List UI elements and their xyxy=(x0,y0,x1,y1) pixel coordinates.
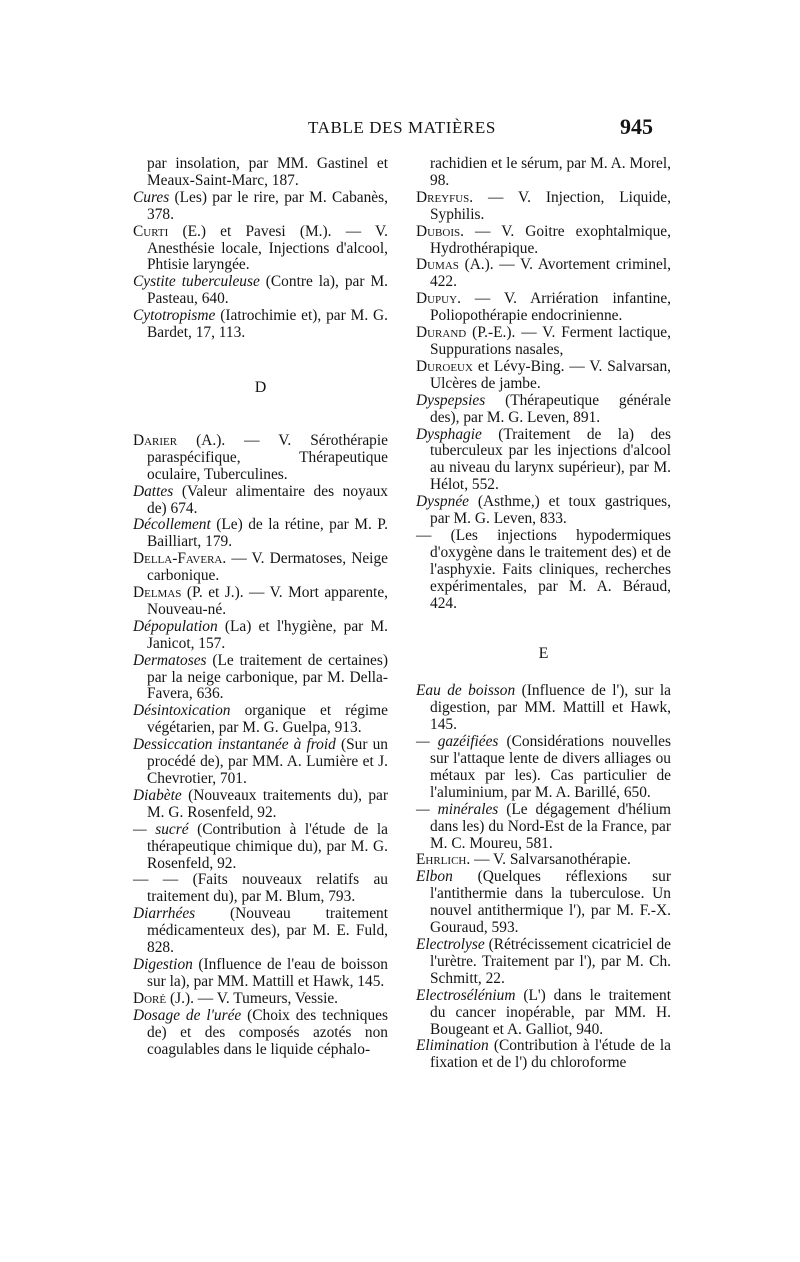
index-entry xyxy=(416,325,671,359)
entry-head: Ehrlich. xyxy=(416,851,471,869)
entry-text: (P. et J.). — V. Mort apparente, Nouveau-né. xyxy=(147,584,388,618)
entry-text: (Le traitement de certaines) par la neige carbonique, par M. Della-Favera, 636. xyxy=(147,651,388,703)
index-entry xyxy=(416,156,671,190)
index-entry xyxy=(416,224,671,258)
entry-text: (Contribution à l'étude de la thérapeutique chimique du), par M. G. Rosenfeld, 92. xyxy=(147,820,388,872)
index-entry xyxy=(133,737,388,788)
entry-text: organique et régime végétarien, par M. G. Guelpa, 913. xyxy=(147,702,388,737)
entry-head: — xyxy=(416,526,432,544)
index-entry xyxy=(416,359,671,393)
entry-text: (Contre la), par M. Pasteau, 640. xyxy=(147,273,388,308)
entry-text: (Les injections hypodermiques d'oxygène dans le traitement des) et de l'asphyxie. Faits cliniques, recherches expérimentales, par M. A. Béraud, 424. xyxy=(430,526,671,612)
entry-head: — sucré xyxy=(133,820,189,838)
index-entry xyxy=(133,653,388,704)
entry-text: (Traitement de la) des tuberculeux par les injections d'alcool au niveau du larynx supérieur), par M. Hélot, 552. xyxy=(430,425,671,494)
entry-text: (Le) de la rétine, par M. P. Bailliart, 179. xyxy=(147,516,388,551)
index-entry xyxy=(133,156,388,190)
section-letter-d: D xyxy=(254,378,267,396)
index-entry xyxy=(416,869,671,937)
entry-head: Dyspnée xyxy=(416,493,469,511)
index-entry xyxy=(416,802,671,853)
index-entry xyxy=(416,190,671,224)
index-entry xyxy=(416,734,671,802)
entry-head: Doré xyxy=(133,989,167,1007)
entry-text: (Le dégagement d'hélium dans les) du Nord-Est de la France, par M. C. Moureu, 581. xyxy=(430,800,671,852)
entry-head: Dubois. xyxy=(416,222,464,240)
entry-text: (Influence de l'eau de boisson sur la), par MM. Mattill et Hawk, 145. xyxy=(147,955,388,990)
index-entry xyxy=(133,274,388,308)
entry-text: (Influence de l'), sur la digestion, par MM. Mattill et Hawk, 145. xyxy=(430,682,671,734)
index-entry xyxy=(133,1008,388,1059)
entry-text: (Les) par le rire, par M. Cabanès, 378. xyxy=(147,188,388,223)
index-entry xyxy=(133,433,388,484)
left-column xyxy=(133,156,388,1058)
entry-text: (Quelques réflexions sur l'antithermie dans la tuberculose. Un nouvel antithermique l'), par M. F.-X. Gouraud, 593. xyxy=(430,868,671,937)
index-entry xyxy=(133,619,388,653)
entry-text: (Contribution à l'étude de la fixation et de l') du chloroforme xyxy=(430,1037,671,1072)
entry-text: par insolation, par MM. Gastinel et Meaux-Saint-Marc, 187. xyxy=(147,155,388,189)
entry-text: (J.). — V. Tumeurs, Vessie. xyxy=(169,989,339,1007)
entry-head: Durand xyxy=(416,324,467,342)
entry-head: Dessiccation instantanée à froid xyxy=(133,736,336,754)
index-entry xyxy=(133,551,388,585)
entry-head: Décollement xyxy=(133,516,211,534)
entry-head: Dysphagie xyxy=(416,425,482,443)
index-entry xyxy=(416,494,671,528)
entry-head: Dattes xyxy=(133,482,174,500)
entry-head: Della-Favera. xyxy=(133,550,227,568)
index-entry xyxy=(133,308,388,342)
entry-head: Elbon xyxy=(416,868,453,886)
entry-text: (L') dans le traitement du cancer inopérable, par MM. H. Bougeant et A. Galliot, 940. xyxy=(430,986,671,1038)
index-entry xyxy=(133,822,388,873)
index-entry xyxy=(133,906,388,957)
index-entry xyxy=(133,703,388,737)
index-entry xyxy=(133,991,388,1008)
entry-text: (E.) et Pavesi (M.). — V. Anesthésie locale, Injections d'alcool, Phtisie laryngée. xyxy=(147,222,388,274)
index-entry xyxy=(133,190,388,224)
entry-head: Digestion xyxy=(133,955,193,973)
entry-text: (Faits nouveaux relatifs au traitement du), par M. Blum, 793. xyxy=(147,871,388,906)
entry-head: Darier xyxy=(133,431,178,449)
page-number: 945 xyxy=(620,114,653,139)
entry-head: Cystite tuberculeuse xyxy=(133,273,260,291)
page-header xyxy=(0,112,800,142)
entry-head: Elimination xyxy=(416,1037,489,1055)
entry-text: — V. Salvarsanothérapie. xyxy=(474,851,631,869)
entry-text: (Valeur alimentaire des noyaux de) 674. xyxy=(147,482,388,517)
index-entry xyxy=(133,872,388,906)
index-entry xyxy=(133,957,388,991)
entry-head: Duroeux xyxy=(416,357,473,375)
entry-text: — V. Goitre exophtalmique, Hydrothérapique. xyxy=(430,222,671,257)
entry-head: Dyspepsies xyxy=(416,391,486,409)
index-entry xyxy=(416,937,671,988)
entry-text: (Considérations nouvelles sur l'attaque lente de divers alliages ou métaux par les). Cas particulier de l'aluminium, par M. A. Barillé, 650. xyxy=(430,733,671,801)
index-entry xyxy=(416,291,671,325)
entry-text: (Thérapeutique générale des), par M. G. Leven, 891. xyxy=(430,391,671,426)
entry-text: rachidien et le sérum, par M. A. Morel, 98. xyxy=(430,155,671,189)
entry-text: (Sur un procédé de), par MM. A. Lumière et J. Chevrotier, 701. xyxy=(147,736,388,787)
entry-text: (Nouveaux traitements du), par M. G. Rosenfeld, 92. xyxy=(147,786,388,821)
index-entry xyxy=(416,427,671,495)
entry-head: Dermatoses xyxy=(133,651,207,669)
entry-text: (La) et l'hygiène, par M. Janicot, 157. xyxy=(147,617,389,652)
entry-head: Electrolyse xyxy=(416,935,485,953)
entry-head: Electrosélénium xyxy=(416,986,516,1004)
entry-head: Dosage de l'urée xyxy=(133,1006,242,1024)
index-entry xyxy=(133,517,388,551)
entry-text: (A.). — V. Avortement criminel, 422. xyxy=(430,256,671,291)
entry-head: Dreyfus. xyxy=(416,188,474,206)
index-entry xyxy=(133,585,388,619)
entry-text: (A.). — V. Sérothérapie paraspécifique, Thérapeutique oculaire, Tuberculines. xyxy=(147,431,388,483)
index-entry xyxy=(133,788,388,822)
index-entry xyxy=(416,528,671,613)
entry-head: Curti xyxy=(133,222,169,240)
running-title: TABLE DES MATIÈRES xyxy=(308,118,496,137)
entry-head: Dépopulation xyxy=(133,617,218,635)
entry-text: (Asthme,) et toux gastriques, par M. G. Leven, 833. xyxy=(430,493,671,528)
index-entry xyxy=(416,1038,671,1072)
right-column xyxy=(416,156,671,1072)
entry-text: (P.-E.). — V. Ferment lactique, Suppurations nasales, xyxy=(430,324,671,358)
entry-head: Cures xyxy=(133,188,170,206)
entry-head: Diarrhées xyxy=(133,905,196,923)
index-entry xyxy=(416,852,671,869)
entry-head: Cytotropisme xyxy=(133,307,216,325)
entry-head: Dumas xyxy=(416,256,459,274)
index-entry xyxy=(133,224,388,275)
section-letter-e: E xyxy=(538,645,549,663)
entry-text: et Lévy-Bing. — V. Salvarsan, Ulcères de jambe. xyxy=(430,357,671,392)
index-entry xyxy=(416,257,671,291)
entry-text: — V. Injection, Liquide, Syphilis. xyxy=(430,188,671,223)
entry-head: Eau de boisson xyxy=(416,682,516,700)
entry-head: Diabète xyxy=(133,786,182,804)
entry-head: — gazéifiées xyxy=(416,733,499,751)
index-entry xyxy=(416,683,671,734)
entry-head: Dupuy. xyxy=(416,290,461,308)
entry-head: — minérales xyxy=(416,800,499,818)
index-entry xyxy=(133,484,388,518)
entry-head: Désintoxication xyxy=(133,702,231,720)
entry-text: — V. Arriération infantine, Poliopothérapie endocrinienne. xyxy=(430,290,671,325)
entry-text: (Choix des techniques de) et des composés azotés non coagulables dans le liquide céphalo- xyxy=(147,1006,388,1058)
entry-text: (Iatrochimie et), par M. G. Bardet, 17, 113. xyxy=(147,307,388,342)
entry-head: — — xyxy=(133,871,179,889)
index-entry xyxy=(416,393,671,427)
index-entry xyxy=(416,988,671,1039)
entry-head: Delmas xyxy=(133,584,182,602)
entry-text: (Nouveau traitement médicamenteux des), par M. E. Fuld, 828. xyxy=(147,905,388,957)
entry-text: (Rétrécissement cicatriciel de l'urètre. Traitement par l'), par M. Ch. Schmitt, 22. xyxy=(430,935,671,987)
entry-text: — V. Dermatoses, Neige carbonique. xyxy=(147,550,388,585)
